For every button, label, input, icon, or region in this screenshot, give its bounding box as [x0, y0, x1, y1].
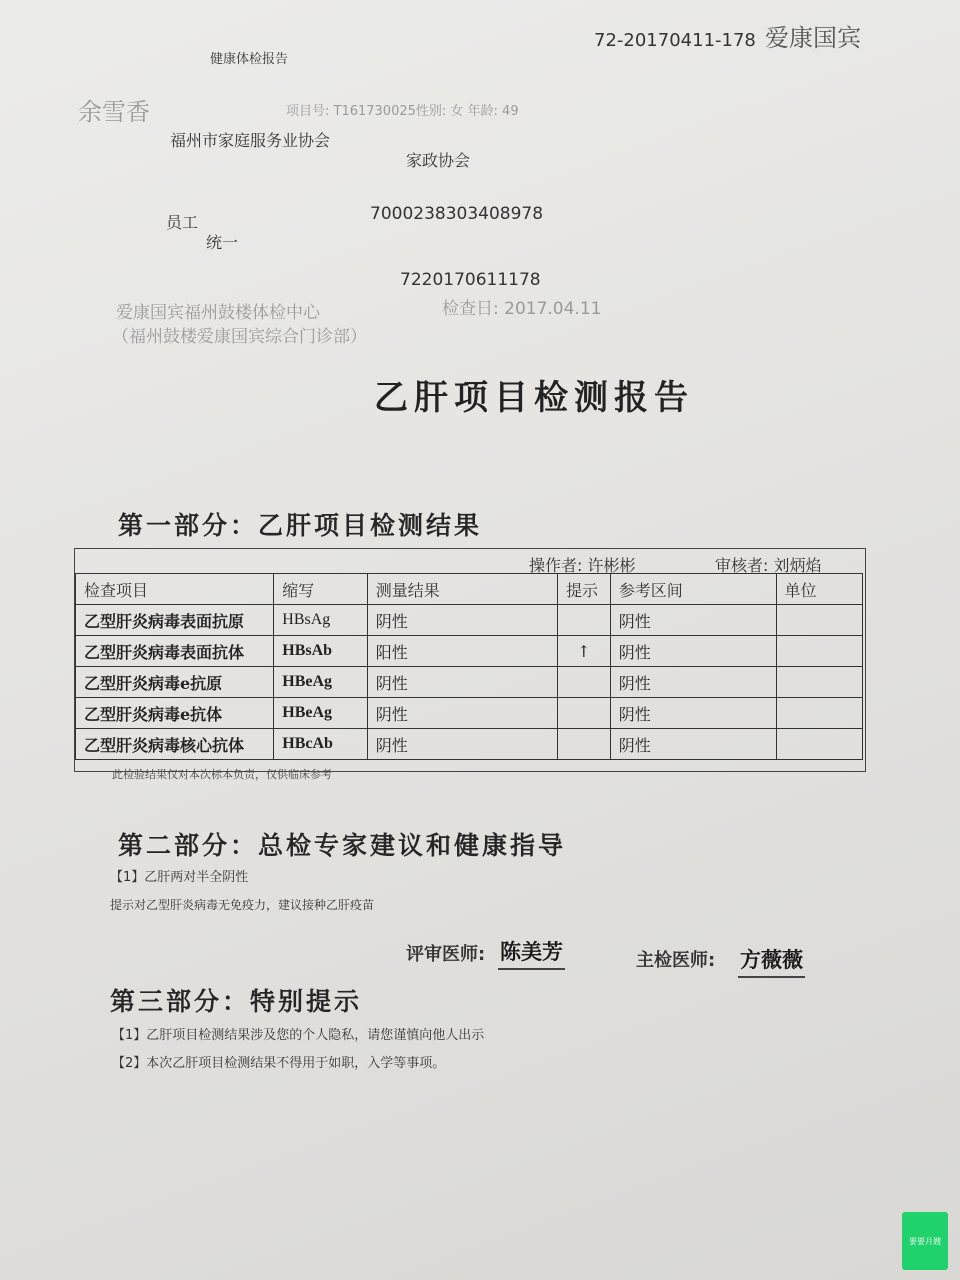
clinic-name: （福州鼓楼爱康国宾综合门诊部） — [112, 327, 367, 347]
test-item: 乙型肝炎病毒e抗体 — [76, 698, 274, 729]
test-unit — [776, 729, 862, 760]
special-note-1: 【1】乙肝项目检测结果涉及您的个人隐私，请您谨慎向他人出示 — [112, 1028, 485, 1043]
organization: 福州市家庭服务业协会 — [170, 131, 331, 150]
test-abbreviation: HBsAg — [274, 605, 368, 636]
operator-label: 操作者: 许彬彬 — [529, 556, 636, 575]
table-row — [76, 729, 863, 760]
test-unit — [776, 698, 862, 729]
test-hint — [557, 605, 610, 636]
table-row — [76, 667, 863, 698]
center-name: 爱康国宾福州鼓楼体检中心 — [116, 303, 320, 323]
table-footnote: 此检验结果仅对本次标本负责，仅供临床参考 — [112, 768, 332, 781]
advice-point-1: 【1】乙肝两对半全阴性 — [110, 870, 249, 885]
advice-text: 提示对乙型肝炎病毒无免疫力，建议接种乙肝疫苗 — [110, 898, 375, 912]
test-item: 乙型肝炎病毒核心抗体 — [76, 729, 274, 760]
reference-range: 阴性 — [610, 698, 776, 729]
table-row — [76, 698, 863, 729]
special-note-2: 【2】本次乙肝项目检测结果不得用于如职，入学等事项。 — [112, 1056, 446, 1071]
part2-title: 第二部分：总检专家建议和健康指导 — [118, 831, 567, 860]
column-header: 缩写 — [274, 574, 368, 605]
reviewer-label: 审核者: 刘炳焰 — [715, 556, 822, 575]
reference-range: 阴性 — [610, 729, 776, 760]
test-item: 乙型肝炎病毒e抗原 — [76, 667, 274, 698]
unified-number: 7220170611178 — [400, 270, 541, 290]
table-row — [76, 636, 863, 667]
column-header: 检查项目 — [76, 574, 274, 605]
patient-info-line: 项目号: T161730025性别: 女 年龄: 49 — [286, 104, 519, 119]
reference-range: 阴性 — [610, 667, 776, 698]
brand-name: 爱康国宾 — [765, 24, 861, 52]
organization-short: 家政协会 — [406, 151, 471, 170]
part3-title: 第三部分：特别提示 — [110, 987, 363, 1016]
test-abbreviation: HBcAb — [274, 729, 368, 760]
unified-label: 统一 — [206, 233, 239, 252]
test-result: 阴性 — [367, 698, 557, 729]
test-item: 乙型肝炎病毒表面抗体 — [76, 636, 274, 667]
test-result: 阴性 — [367, 729, 557, 760]
test-result: 阴性 — [367, 605, 557, 636]
test-unit — [776, 667, 862, 698]
results-table-frame — [74, 548, 866, 772]
test-item: 乙型肝炎病毒表面抗原 — [76, 605, 274, 636]
test-result: 阴性 — [367, 667, 557, 698]
test-abbreviation: HBsAb — [274, 636, 368, 667]
column-header: 单位 — [776, 574, 862, 605]
table-header-row — [76, 574, 863, 605]
column-header: 参考区间 — [610, 574, 776, 605]
chief-doctor-label: 主检医师: — [636, 950, 716, 971]
exam-date: 检查日: 2017.04.11 — [442, 299, 602, 319]
test-hint — [557, 667, 610, 698]
test-hint — [557, 729, 610, 760]
reviewer-doctor-signature: 陈美芳 — [498, 936, 565, 970]
employee-role: 员工 — [166, 213, 199, 232]
reviewer-doctor-label: 评审医师: — [406, 944, 486, 965]
reference-range: 阴性 — [610, 605, 776, 636]
test-unit — [776, 636, 862, 667]
patient-name: 余雪香 — [78, 98, 150, 126]
test-abbreviation: HBeAg — [274, 667, 368, 698]
reference-range: 阴性 — [610, 636, 776, 667]
column-header: 测量结果 — [367, 574, 557, 605]
test-hint-arrow: ↑ — [557, 636, 610, 667]
part1-title: 第一部分：乙肝项目检测结果 — [118, 511, 483, 540]
results-table — [75, 573, 863, 760]
table-row — [76, 605, 863, 636]
employee-number: 7000238303408978 — [370, 204, 544, 224]
report-id: 72-20170411-178 — [594, 30, 756, 51]
report-type: 健康体检报告 — [210, 52, 289, 67]
chief-doctor-signature: 方薇薇 — [738, 944, 805, 978]
main-title: 乙肝项目检测报告 — [374, 378, 694, 418]
test-abbreviation: HBeAg — [274, 698, 368, 729]
column-header: 提示 — [557, 574, 610, 605]
app-watermark-badge: 要要月嫂 — [902, 1212, 948, 1270]
test-unit — [776, 605, 862, 636]
test-result: 阳性 — [367, 636, 557, 667]
test-hint — [557, 698, 610, 729]
